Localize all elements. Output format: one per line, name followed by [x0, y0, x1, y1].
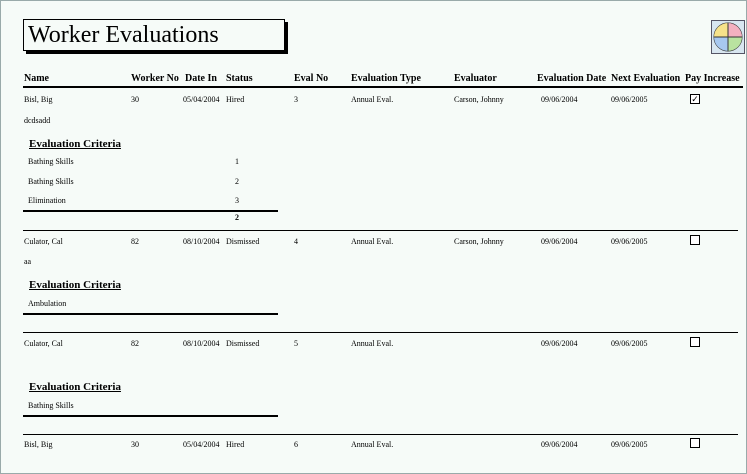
- record-name: Culator, Cal: [24, 339, 63, 348]
- col-header-eval-no: Eval No: [294, 73, 329, 84]
- col-header-evaluator: Evaluator: [454, 73, 497, 84]
- criteria-heading: Evaluation Criteria: [29, 138, 121, 150]
- criteria-name: Bathing Skills: [28, 401, 74, 410]
- record-separator: [23, 332, 738, 333]
- col-header-next-eval: Next Evaluation: [611, 73, 681, 84]
- record-worker-no: 30: [131, 95, 139, 104]
- record-separator: [23, 230, 738, 231]
- col-header-eval-date: Evaluation Date: [537, 73, 607, 84]
- record-eval-no: 6: [294, 440, 298, 449]
- record-eval-date: 09/06/2004: [541, 237, 578, 246]
- report-title: Worker Evaluations: [23, 19, 285, 51]
- col-header-eval-type: Evaluation Type: [351, 73, 421, 84]
- record-worker-no: 82: [131, 339, 139, 348]
- color-wheel-icon: [711, 20, 745, 54]
- record-eval-no: 5: [294, 339, 298, 348]
- criteria-divider: [23, 415, 278, 417]
- record-eval-no: 4: [294, 237, 298, 246]
- record-next-eval: 09/06/2005: [611, 237, 648, 246]
- criteria-heading: Evaluation Criteria: [29, 381, 121, 393]
- record-eval-type: Annual Eval.: [351, 440, 394, 449]
- pay-increase-checkbox[interactable]: [690, 337, 700, 347]
- record-status: Hired: [226, 95, 245, 104]
- criteria-divider: [23, 313, 278, 315]
- record-date-in: 08/10/2004: [183, 237, 220, 246]
- record-name: Culator, Cal: [24, 237, 63, 246]
- record-eval-type: Annual Eval.: [351, 339, 394, 348]
- criteria-heading: Evaluation Criteria: [29, 279, 121, 291]
- criteria-score: 1: [235, 157, 239, 166]
- record-eval-date: 09/06/2004: [541, 440, 578, 449]
- record-date-in: 05/04/2004: [183, 440, 220, 449]
- criteria-score: 3: [235, 196, 239, 205]
- record-next-eval: 09/06/2005: [611, 95, 648, 104]
- record-eval-date: 09/06/2004: [541, 339, 578, 348]
- criteria-name: Elimination: [28, 196, 66, 205]
- record-note: aa: [24, 257, 32, 266]
- record-status: Dismissed: [226, 339, 260, 348]
- criteria-total: 2: [235, 213, 239, 222]
- record-eval-date: 09/06/2004: [541, 95, 578, 104]
- record-date-in: 05/04/2004: [183, 95, 220, 104]
- record-eval-no: 3: [294, 95, 298, 104]
- col-header-status: Status: [226, 73, 253, 84]
- record-evaluator: Carson, Johnny: [454, 95, 504, 104]
- criteria-name: Bathing Skills: [28, 177, 74, 186]
- record-eval-type: Annual Eval.: [351, 95, 394, 104]
- col-header-date-in: Date In: [185, 73, 217, 84]
- col-header-worker-no: Worker No: [131, 73, 179, 84]
- col-header-pay-increase: Pay Increase: [685, 73, 740, 84]
- record-worker-no: 30: [131, 440, 139, 449]
- criteria-divider: [23, 210, 278, 212]
- record-note: dcdsadd: [24, 116, 51, 125]
- record-eval-type: Annual Eval.: [351, 237, 394, 246]
- record-next-eval: 09/06/2005: [611, 440, 648, 449]
- record-status: Hired: [226, 440, 245, 449]
- record-next-eval: 09/06/2005: [611, 339, 648, 348]
- header-divider: [23, 86, 743, 88]
- pay-increase-checkbox[interactable]: ✓: [691, 94, 699, 104]
- col-header-name: Name: [24, 73, 49, 84]
- criteria-score: 2: [235, 177, 239, 186]
- criteria-name: Bathing Skills: [28, 157, 74, 166]
- record-worker-no: 82: [131, 237, 139, 246]
- record-name: Bisl, Big: [24, 440, 53, 449]
- record-evaluator: Carson, Johnny: [454, 237, 504, 246]
- record-separator: [23, 434, 738, 435]
- record-status: Dismissed: [226, 237, 260, 246]
- criteria-name: Ambulation: [28, 299, 67, 308]
- record-date-in: 08/10/2004: [183, 339, 220, 348]
- record-name: Bisl, Big: [24, 95, 53, 104]
- pay-increase-checkbox[interactable]: [690, 235, 700, 245]
- pay-increase-checkbox[interactable]: [690, 438, 700, 448]
